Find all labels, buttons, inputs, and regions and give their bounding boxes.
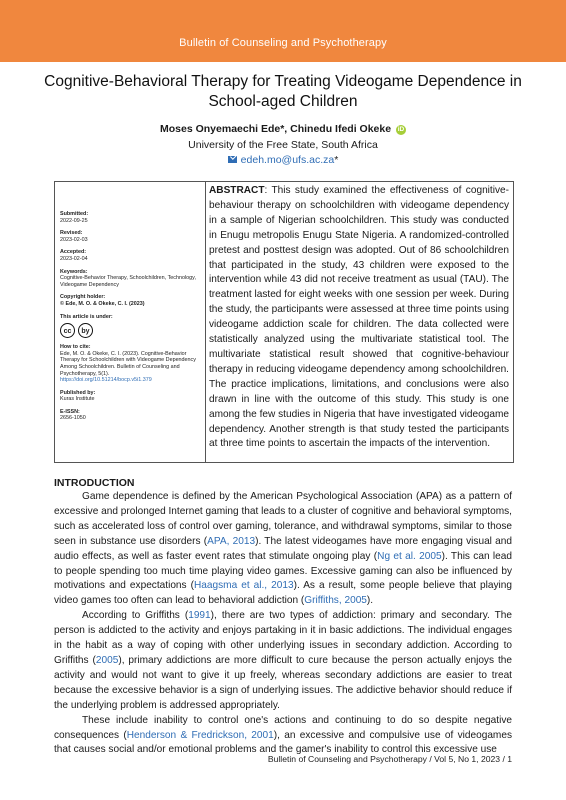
article-info-box — [54, 181, 514, 463]
orcid-icon[interactable]: iD — [397, 126, 405, 133]
affiliation: University of the Free State, South Africa — [188, 139, 378, 151]
doi-link[interactable]: https://doi.org/10.51214/bocp.v5i1.379 — [60, 377, 152, 384]
creative-commons-icon: cc — [60, 323, 75, 338]
email-suffix: * — [334, 154, 339, 166]
citation-link[interactable]: Griffiths, 2005 — [304, 595, 367, 607]
mail-icon — [228, 156, 237, 163]
citation-link[interactable]: Ng et al. 2005 — [377, 550, 442, 562]
email-line — [60, 154, 506, 166]
page-footer: Bulletin of Counseling and Psychotherapy / Vol 5, No 1, 2023 / 1 — [267, 754, 512, 764]
journal-banner — [0, 0, 566, 62]
paragraph-1: Game dependence is defined by the American Psychological Association (APA) as a pattern of excessive and prolonged Internet gaming that leads to a cluster of cognitive and behavioral symptoms, such as accelerated loss of control over gaming, tolerance, and withdrawal symptoms, similar to those seen in substance use disorders (APA, 2013). The latest videogames have more engaging visual and audio effects, as well as faster event rates that stimulate ongoing play (Ng et al. 2005). This can lead to people spending too much time playing video games. Excessive gaming can also be influenced by motivations and expectations (Haagsma et al., 2013). As a result, some people believe that playing video games too often can lead to behavioral addiction (Griffiths, 2005). — [54, 491, 513, 607]
citation-link[interactable]: 1991 — [188, 610, 211, 622]
submitted-date: 2022-09-25 — [60, 217, 88, 224]
copyright-label: Copyright holder: — [60, 294, 106, 301]
eissn: 2656-1050 — [60, 415, 86, 422]
eissn-label: E-ISSN: — [60, 408, 80, 415]
cite-label: How to cite: — [60, 344, 91, 351]
revised-date: 2023-02-03 — [60, 236, 88, 243]
citation-link[interactable]: 2005 — [95, 654, 119, 666]
article-title: Cognitive-Behavioral Therapy for Treating Videogame Dependence in School-aged Children — [44, 73, 522, 110]
abstract-text: : This study examined the effectiveness of cognitive-behaviour therapy on schoolchildren with videogame dependency in a sample of Nigerian schoolchildren. This study was conducted in Enugu metropolis Enugu State Nigeria. A randomized-controlled pretest and posttest design was adopted. Out of 86 schoolchildren that participated in the study, 43 children were exposed to the intervention while 43 did not receive treatment as usual (TAU). The treatment lasted for eight weeks with one session per week. During the study, the participants were assessed at three time points using videogame addiction scale for children. The data collected were statistically analyzed using the multivariate statistical tool. The multivariate statistical result showed that cognitive-behaviour therapy in reducing videogame dependency among schoolchildren. The practice implications, limitations, and conclusions were also drawn in line with the outcome of this study. This study is one among the few studies in Nigeria that have investigated videogame dependency. Another strength is that study tested the participants at three time points to ascertain the impacts of the intervention. — [209, 185, 509, 450]
publisher-label: Published by: — [60, 389, 96, 396]
paragraph-3: These include inability to control one's actions and continuing to do so despite negative consequences (Henderson & Fredrickson, 2001), an excessive and compulsive use of videogames that causes social and/or emotional problems and the gamer's inability to control this excessive use — [54, 714, 513, 756]
accepted-date: 2023-02-04 — [60, 255, 88, 262]
paragraph-2: According to Griffiths (1991), there are two types of addiction: primary and secondary. The person is addicted to the activity and enjoys partaking in it in basic addictions. The individual engages in the habit as a way of coping with other underlying issues in secondary addiction. According to Griffiths (2005), primary addictions are more difficult to cure because the person actually enjoys the activity and would not want to give it up freely, whereas secondary addictions are easier to treat because the excessive behavior is a sign of underlying issues. The addictive behavior should reduce if the underlying problem is addressed appropriately. — [54, 610, 513, 711]
citation-link[interactable]: Henderson & Fredrickson, 2001 — [126, 729, 274, 741]
keywords-label: Keywords: — [60, 268, 88, 275]
introduction-heading: INTRODUCTION — [54, 477, 135, 489]
accepted-label: Accepted: — [60, 249, 87, 256]
citation-text: Ede, M. O. & Okeke, C. I. (2023). Cognitive-Behavior Therapy for Schoolchildren with Videogame Dependency Among Schoolchildren. Bulletin of Counseling and Psychotherapy, 5(1). https://doi.org/10.51214/bocp.v5i1.379 — [60, 350, 196, 384]
introduction-body — [54, 490, 512, 758]
license-label: This article is under: — [60, 313, 113, 320]
article-metadata-sidebar — [55, 182, 206, 462]
journal-banner-title: Bulletin of Counseling and Psychotherapy — [179, 37, 387, 49]
email-link[interactable]: edeh.mo@ufs.ac.za — [240, 154, 335, 166]
author-line — [60, 123, 506, 135]
revised-label: Revised: — [60, 230, 83, 237]
abstract-label: ABSTRACT — [209, 185, 265, 196]
submitted-label: Submitted: — [60, 211, 89, 217]
citation-link[interactable]: Haagsma et al., 2013 — [193, 580, 294, 592]
publisher: Kuras Institute — [60, 396, 95, 403]
author-names: Moses Onyemaechi Ede*, Chinedu Ifedi Okeke — [160, 123, 392, 135]
attribution-icon: by — [78, 323, 93, 338]
license-badge[interactable] — [60, 323, 200, 338]
citation-link[interactable]: APA, 2013 — [207, 535, 256, 547]
copyright-holder: © Ede, M. O. & Okeke, C. I. (2023) — [60, 300, 145, 307]
keywords: Cognitive-Behavior Therapy, Schoolchildren, Technology, Videogame Dependency — [60, 275, 196, 288]
abstract — [209, 184, 509, 452]
